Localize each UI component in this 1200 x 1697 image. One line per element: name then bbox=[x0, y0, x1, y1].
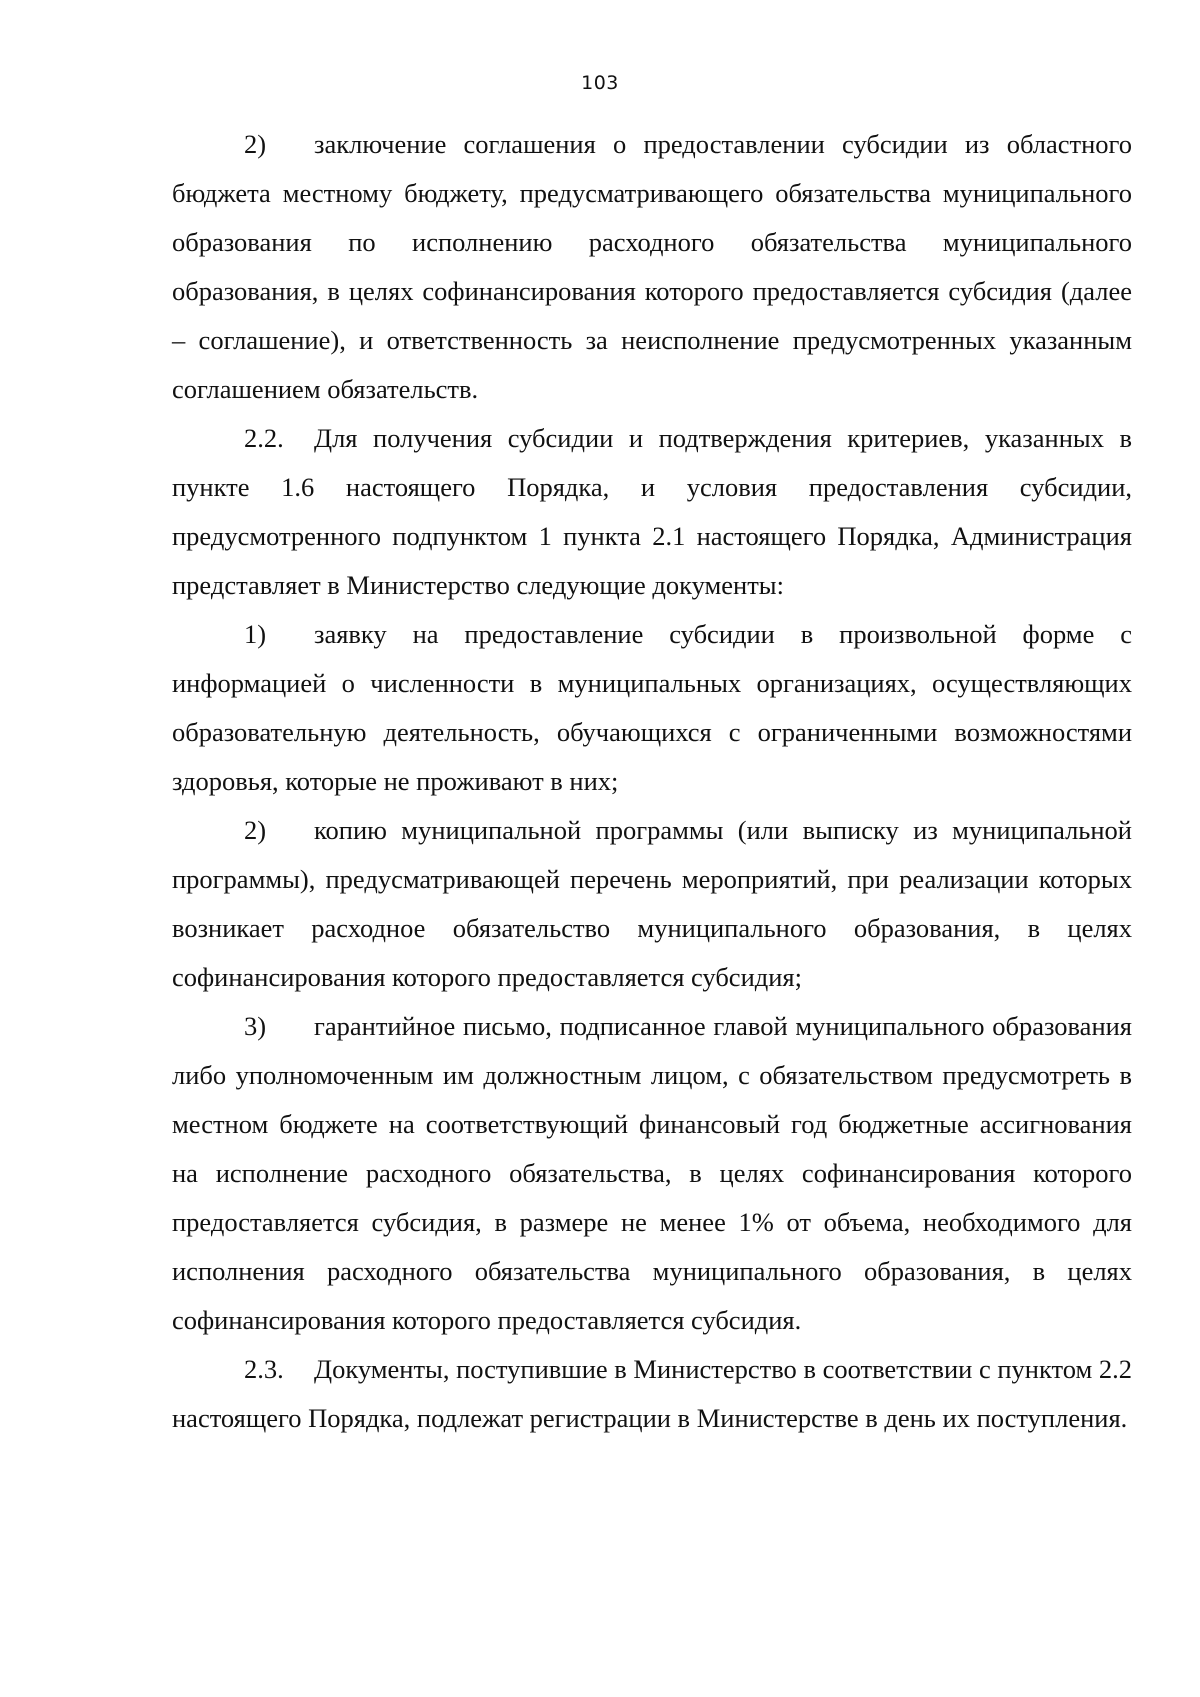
section-number: 2.3. bbox=[244, 1354, 284, 1384]
item-marker: 1) bbox=[244, 619, 267, 649]
paragraph-text: Для получения субсидии и подтверждения критериев, указанных в пункте 1.6 настоящего Порядка, и условия предоставления субсидии, предусмотренного подпунктом 1 пункта 2.1 настоящего Порядка, Администрация представляет в Министерство следующие документы: bbox=[172, 423, 1132, 600]
item-marker: 2) bbox=[244, 815, 267, 845]
paragraph bbox=[172, 414, 1132, 610]
paragraph bbox=[172, 806, 1132, 1002]
paragraph-text: заключение соглашения о предоставлении субсидии из областного бюджета местному бюджету, предусматривающего обязательства муниципального образования по исполнению расходного обязательства муниципального образования, в целях софинансирования которого предоставляется субсидия (далее – соглашение), и ответственность за неисполнение предусмотренных указанным соглашением обязательств. bbox=[172, 129, 1132, 404]
paragraph bbox=[172, 120, 1132, 414]
paragraph bbox=[172, 1345, 1132, 1443]
paragraph-text: заявку на предоставление субсидии в произвольной форме с информацией о численности в муниципальных организациях, осуществляющих образовательную деятельность, обучающихся с ограниченными возможностями здоровья, которые не проживают в них; bbox=[172, 619, 1132, 796]
section-number: 2.2. bbox=[244, 423, 284, 453]
paragraph-text: копию муниципальной программы (или выписку из муниципальной программы), предусматривающей перечень мероприятий, при реализации которых возникает расходное обязательство муниципального образования, в целях софинансирования которого предоставляется субсидия; bbox=[172, 815, 1132, 992]
item-marker: 2) bbox=[244, 129, 267, 159]
document-body bbox=[172, 120, 1132, 1443]
paragraph bbox=[172, 610, 1132, 806]
item-marker: 3) bbox=[244, 1011, 267, 1041]
page-number: 103 bbox=[581, 72, 619, 94]
paragraph-text: Документы, поступившие в Министерство в соответствии с пунктом 2.2 настоящего Порядка, подлежат регистрации в Министерстве в день их поступления. bbox=[172, 1354, 1132, 1433]
paragraph-text: гарантийное письмо, подписанное главой муниципального образования либо уполномоченным им должностным лицом, с обязательством предусмотреть в местном бюджете на соответствующий финансовый год бюджетные ассигнования на исполнение расходного обязательства, в целях софинансирования которого предоставляется субсидия, в размере не менее 1% от объема, необходимого для исполнения расходного обязательства муниципального образования, в целях софинансирования которого предоставляется субсидия. bbox=[172, 1011, 1132, 1335]
paragraph bbox=[172, 1002, 1132, 1345]
